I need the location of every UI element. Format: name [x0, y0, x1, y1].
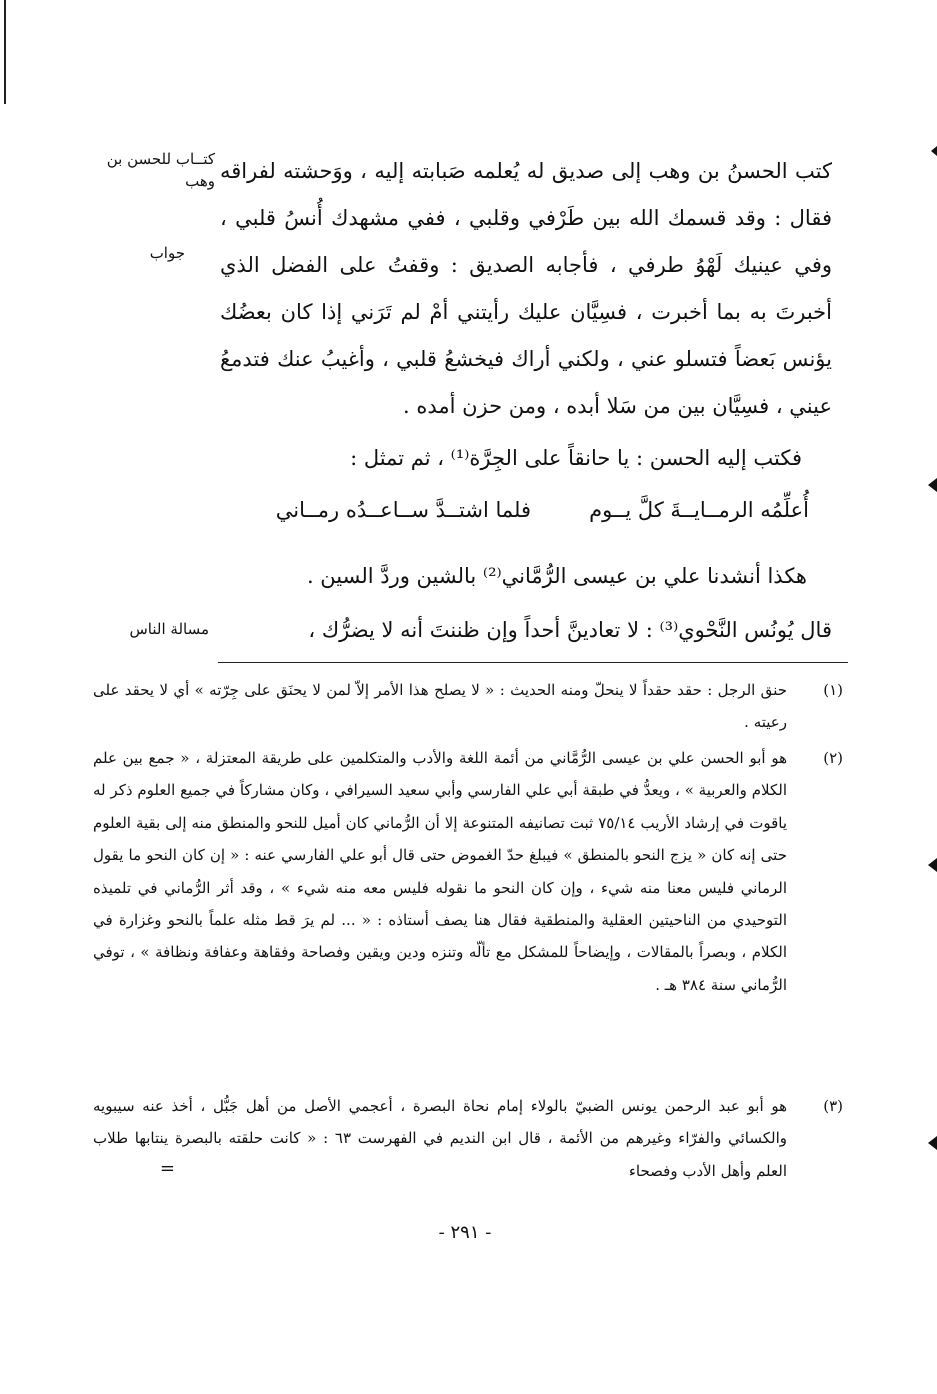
- main-paragraph: [220, 148, 832, 430]
- footnote-number: (١): [823, 681, 843, 699]
- footnote-separator: [218, 662, 848, 663]
- left-edge-rule: [4, 0, 6, 104]
- footnote: [93, 1090, 843, 1187]
- verse-second-hemistich: فلما اشتــدَّ ســاعــدُه رمــاني: [275, 498, 531, 522]
- margin-note-letter: كتــاب للحسن بن وهب: [106, 150, 215, 190]
- edge-marker-1: [931, 146, 937, 156]
- edge-marker-4: [928, 1136, 937, 1150]
- paragraph-line-yunus: قال يُونُس النَّحْوي⁽³⁾ : لا تعادينَّ أحداً وإن ظننتَ أنه لا يضرُّك ،: [308, 618, 832, 642]
- paragraph-line-rummani: هكذا أنشدنا علي بن عيسى الرُّمَّاني⁽²⁾ بالشين وردَّ السين .: [306, 564, 807, 588]
- verse-first-hemistich: أُعلِّمُه الرمــايــةَ كلَّ يــوم: [589, 498, 809, 522]
- margin-note-question: مسالة الناس: [129, 620, 209, 638]
- footnote: [93, 742, 843, 1001]
- page-number: - ٢٩١ -: [438, 1222, 492, 1243]
- poetry-verse: [249, 492, 809, 532]
- margin-note-reply: جواب: [149, 244, 185, 262]
- footnote-text: هو أبو عبد الرحمن يونس الضبيّ بالولاء إمام نحاة البصرة ، أعجمي الأصل من أهل جَبُّل ، أخذ عنه سيبويه والكسائي والفرّاء وغيرهم من الأئمة ، قال ابن النديم في الفهرست ٦٣ : « كانت حلقته بالبصرة ينتابها طلاب العلم وأهل الأدب وفصحاء: [93, 1097, 787, 1180]
- edge-marker-2: [928, 478, 937, 492]
- footnote: [93, 674, 843, 739]
- footnote-text: حنق الرجل : حقد حقداً لا ينحلّ ومنه الحديث : « لا يصلح هذا الأمر إلاّ لمن لا يحنَق على جِرّته » أي لا يحقد على رعيته .: [93, 681, 787, 732]
- edge-marker-3: [928, 858, 937, 872]
- footnote-number: (٣): [823, 1097, 843, 1115]
- footnote-number: (٢): [823, 749, 843, 767]
- margin-note-continuation: =: [159, 1158, 175, 1179]
- paragraph-line-tamathal: فكتب إليه الحسن : يا حانقاً على الجِرَّة⁽¹⁾ ، ثم تمثل :: [350, 446, 802, 470]
- paragraph-text: كتب الحسنُ بن وهب إلى صديق له يُعلمه صَبابته إليه ، ووَحشته لفراقه فقال : وقد قسمك الله بين طَرْفي وقلبي ، ففي مشهدك أُنسُ قلبي ، وفي عينيك لَهْوُ طرفي ، فأجابه الصديق : وقفتُ على الفضل الذي أخبرتَ به بما أخبرت ، فسِيَّان عليك رأيتني أمْ لم تَرَني إذا كان بعضُك يؤنس بَعضاً فتسلو عني ، ولكني أراك فيخشعُ قلبي ، وأغيبُ عنك فتدمعُ عيني ، فسِيَّان بين من سَلا أبده ، ومن حزن أمده .: [220, 159, 832, 418]
- footnote-text: هو أبو الحسن علي بن عيسى الرُّمَّاني من أئمة اللغة والأدب والمتكلمين على طريقة المعتزلة ، « جمع بين علم الكلام والعربية » ، ويعدُّ في طبقة أبي علي الفارسي وأبي سعيد السيرافي ، وكان مشاركاً في جميع العلوم ذكر له ياقوت في إرشاد الأريب ٧٥/١٤ ثبت تصانيفه المتنوعة إلا أن الرُّماني كان أميل للنحو والمنطق منه إلى بقية العلوم حتى إنه كان « يزج النحو بالمنطق » فيبلغ حدّ الغموض حتى قال أبو علي الفارسي عنه : « إن كان النحو ما يقول الرماني فليس معنا منه شيء ، وإن كان النحو ما نقوله فليس معه منه شيء » ، وقد أثر الرُّماني في تلميذه التوحيدي من الناحيتين العقلية والمنطقية فقال هنا يصف أستاذه : « ... لم يرَ قط مثله علماً بالنحو وغزارة في الكلام ، وبصراً بالمقالات ، وإيضاحاً للمشكل مع تألّه وتنزه ودين ويقين وفصاحة وفقاهة وعفافة ونظافة » ، توفي الرُّماني سنة ٣٨٤ هـ .: [93, 749, 787, 994]
